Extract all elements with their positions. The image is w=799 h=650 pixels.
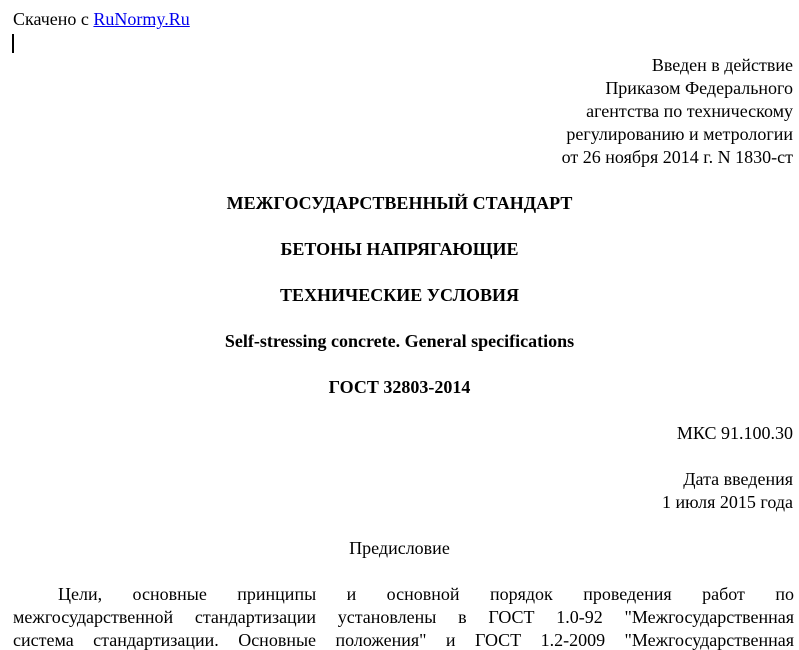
- standard-type-title: МЕЖГОСУДАРСТВЕННЫЙ СТАНДАРТ: [226, 193, 573, 213]
- preface-paragraph: [13, 583, 794, 650]
- english-title: Self-stressing concrete. General specifications: [224, 331, 575, 351]
- mks-code: МКС 91.100.30: [676, 423, 793, 443]
- paragraph-line: Цели, основные принципы и основной порядок проведения работ по: [58, 584, 794, 604]
- paragraph-line: межгосударственной стандартизации установлены в ГОСТ 1.0-92 "Межгосударственная: [13, 607, 794, 627]
- gost-number: ГОСТ 32803-2014: [328, 377, 471, 397]
- source-prefix: Скачено с: [13, 9, 89, 29]
- source-line: [13, 8, 190, 31]
- enactment-line: от 26 ноября 2014 г. N 1830-ст: [561, 147, 793, 167]
- enactment-line: регулированию и метрологии: [566, 124, 793, 144]
- introduction-date-label: Дата введения: [683, 469, 793, 489]
- introduction-date-value: 1 июля 2015 года: [662, 492, 793, 512]
- standard-name-title: БЕТОНЫ НАПРЯГАЮЩИЕ: [280, 239, 519, 259]
- paragraph-line: система стандартизации. Основные положения" и ГОСТ 1.2-2009 "Межгосударственная: [13, 630, 794, 650]
- text-cursor: [12, 34, 14, 53]
- enactment-line: Приказом Федерального: [605, 78, 793, 98]
- runormy-link[interactable]: RuNormy.Ru: [93, 9, 190, 29]
- introduction-date-block: [662, 468, 793, 514]
- preface-heading: Предисловие: [349, 538, 450, 558]
- enactment-line: агентства по техническому: [586, 101, 793, 121]
- standard-subname-title: ТЕХНИЧЕСКИЕ УСЛОВИЯ: [280, 285, 519, 305]
- enactment-block: [562, 54, 793, 169]
- enactment-line: Введен в действие: [651, 55, 793, 75]
